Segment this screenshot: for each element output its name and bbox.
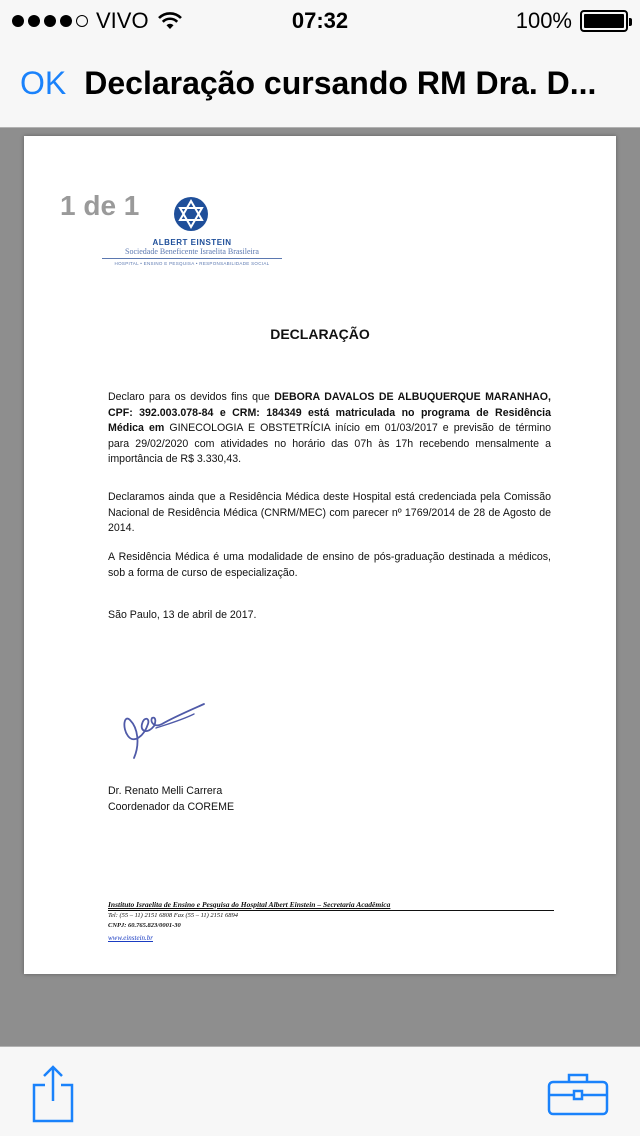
footer-website-link[interactable]: www.einstein.br: [108, 934, 153, 942]
ok-button[interactable]: OK: [20, 65, 67, 101]
signer-name: Dr. Renato Melli Carrera: [108, 785, 223, 797]
star-of-david-icon: [173, 196, 209, 232]
footer-institution: Instituto Israelita de Ensino e Pesquisa do Hospital Albert Einstein – Secretaria Acadêmica: [108, 900, 554, 911]
battery-percentage: 100%: [515, 8, 572, 33]
share-icon[interactable]: [30, 1063, 76, 1123]
bottom-toolbar: [0, 1046, 640, 1136]
paragraph-1-rest: GINECOLOGIA E OBSTETRÍCIA início em 01/03/2017 e previsão de término para 29/02/2020 com atividades no horário das 07h às 17h recebendo mensalmente a importância de R$ 3.330,43.: [108, 422, 551, 465]
document-viewer[interactable]: [0, 128, 640, 1046]
date-line: São Paulo, 13 de abril de 2017.: [108, 609, 257, 621]
navigation-bar: [0, 40, 640, 128]
paragraph-1-intro: Declaro para os devidos fins que: [108, 391, 275, 403]
page-indicator: 1 de 1: [60, 190, 140, 221]
logo-brand: ALBERT EINSTEIN: [152, 238, 232, 247]
paragraph-1-bold: DEBORA DAVALOS DE ALBUQUERQUE MARANHAO, CPF: 392.003.078-84 e CRM: 184349 está matriculada no programa de Residência Médica em: [108, 391, 551, 434]
declaration-heading: DECLARAÇÃO: [270, 326, 370, 342]
paragraph-2: Declaramos ainda que a Residência Médica deste Hospital está credenciada pela Comissão Nacional de Residência Médica (CNRM/MEC) com parecer nº 1769/2014 de 28 de Agosto de 2014.: [108, 491, 551, 534]
document-title: Declaração cursando RM Dra. D...: [84, 65, 597, 101]
logo-subtitle: HOSPITAL • ENSINO E PESQUISA • RESPONSABILIDADE SOCIAL: [114, 261, 270, 266]
clock: 07:32: [291, 8, 349, 33]
paragraph-3: A Residência Médica é uma modalidade de ensino de pós-graduação destinada a médicos, sob a forma de curso de especialização.: [108, 551, 551, 579]
document-page: [24, 136, 616, 974]
signer-role: Coordenador da COREME: [108, 800, 235, 813]
footer-cnpj: CNPJ: 60.765.823/0001-30: [108, 922, 181, 929]
document-footer: [108, 900, 554, 943]
footer-phone: Tel: (55 – 11) 2151 6808 Fax (55 – 11) 2151 6894: [108, 912, 239, 919]
battery-info: [516, 8, 628, 34]
status-bar: [0, 0, 640, 40]
signer-block: [108, 784, 234, 815]
signature-image: [120, 684, 220, 764]
battery-icon: [580, 10, 628, 32]
hospital-logo: [102, 196, 282, 266]
paragraph-1: [108, 390, 551, 468]
carrier-name: VIVO: [96, 8, 149, 33]
toolbox-icon[interactable]: [546, 1069, 610, 1117]
logo-society: Sociedade Beneficente Israelita Brasileira: [102, 247, 282, 259]
